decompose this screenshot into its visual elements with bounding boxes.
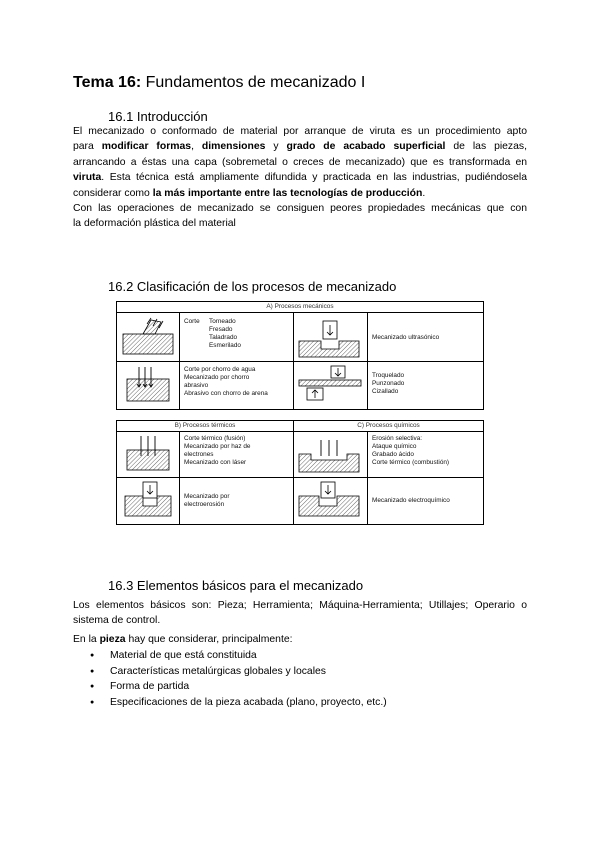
intro-line-7: la deformación plástica del material [73,218,236,230]
list-item: ● Forma de partida [73,679,533,695]
r1-right-ultrasonic: Mecanizado ultrasónico [372,334,440,341]
piece-considerations-list [73,648,533,710]
elements-line-1: Los elementos básicos son: Pieza; Herramienta; Máquina-Herramienta; Utillajes; Operario o [73,600,527,611]
elements-paragraph [73,598,527,629]
page-title [73,74,365,92]
b-r1-electron-beam: Mecanizado por haz de [184,443,251,450]
r2-left-sandblast: Abrasivo con chorro de arena [184,390,268,397]
thermal-cut-diagram-icon [121,434,175,474]
intro-paragraph [73,124,527,232]
section-heading-basic-elements: 16.3 Elementos básicos para el mecanizado [108,578,364,593]
c-r1-selective-erosion: Erosión selectiva: [372,435,423,442]
title-number: Tema 16: [73,74,142,91]
section-heading-classification: 16.2 Clasificación de los procesos de mecanizado [108,279,397,294]
r1-left-drilling: Taladrado [209,334,238,341]
r2-right-stamping: Troquelado [372,372,405,379]
intro-line-4: viruta. Esta técnica está ampliamente difundida y practicada en las industrias, pudiéndosela [73,172,527,184]
list-item: ● Características metalúrgicas globales y locales [73,664,533,680]
elements-line-2: sistema de control. [73,615,161,627]
intro-line-6: Con las operaciones de mecanizado se consiguen peores propiedades mecánicas que con [73,203,527,215]
chemical-etch-diagram-icon [297,434,363,474]
r2-right-shearing: Cizallado [372,388,399,395]
ultrasonic-diagram-icon [297,315,363,359]
table-mechanical-processes [116,301,484,410]
intro-line-5: considerar como la más importante entre las tecnologías de producción. [73,187,426,199]
list-item: ● Especificaciones de la pieza acabada (plano, proyecto, etc.) [73,695,533,711]
turning-diagram-icon [121,316,175,356]
table-a-header: A) Procesos mecánicos [266,303,334,310]
c-r1-combustion-cut: Corte térmico (combustión) [372,459,450,466]
list-item: ● Material de que está constituida [73,648,533,664]
b-r1-thermal-cut: Corte térmico (fusión) [184,435,246,442]
b-r1-laser: Mecanizado con láser [184,459,247,466]
title-text: Fundamentos de mecanizado I [141,74,366,91]
section-heading-intro: 16.1 Introducción [108,109,208,124]
table-b-header: B) Procesos térmicos [174,422,236,429]
r1-left-milling: Fresado [209,326,233,333]
r1-left-turning: Torneado [209,318,236,325]
r1-left-grinding: Esmerilado [209,342,241,349]
intro-line-3: arrancando a éstas una capa (sobremetal o creces de mecanizado) que es transformada en [73,156,527,168]
intro-line-1: El mecanizado o conformado de material por arranque de viruta es un procedimiento apto [73,126,527,137]
waterjet-diagram-icon [121,365,175,405]
b-r1-electrons: electrones [184,451,214,458]
r2-left-abrasive-jet: Mecanizado por chorro [184,374,250,381]
r2-left-abrasive: abrasivo [184,382,209,389]
table-c-header: C) Procesos químicos [357,422,420,429]
b-r2-edm-1: Mecanizado por [184,493,230,500]
r2-left-waterjet: Corte por chorro de agua [184,366,256,373]
r1-left-cut: Corte [184,318,200,325]
ecm-diagram-icon [297,480,363,520]
punching-diagram-icon [297,364,363,408]
b-r2-edm-2: electroerosión [184,501,225,508]
c-r1-chemical-attack: Ataque químico [372,443,417,450]
r2-right-punching: Punzonado [372,380,405,387]
c-r2-ecm: Mecanizado electroquímico [372,497,450,504]
piece-paragraph [73,632,527,647]
table-thermal-chemical-processes [116,420,484,525]
intro-line-2: para modificar formas, dimensiones y grado de acabado superficial de las piezas, [73,141,527,153]
edm-diagram-icon [121,480,175,520]
piece-intro: En la pieza hay que considerar, principalmente: [73,634,293,645]
c-r1-acid-etching: Grabado ácido [372,451,414,458]
